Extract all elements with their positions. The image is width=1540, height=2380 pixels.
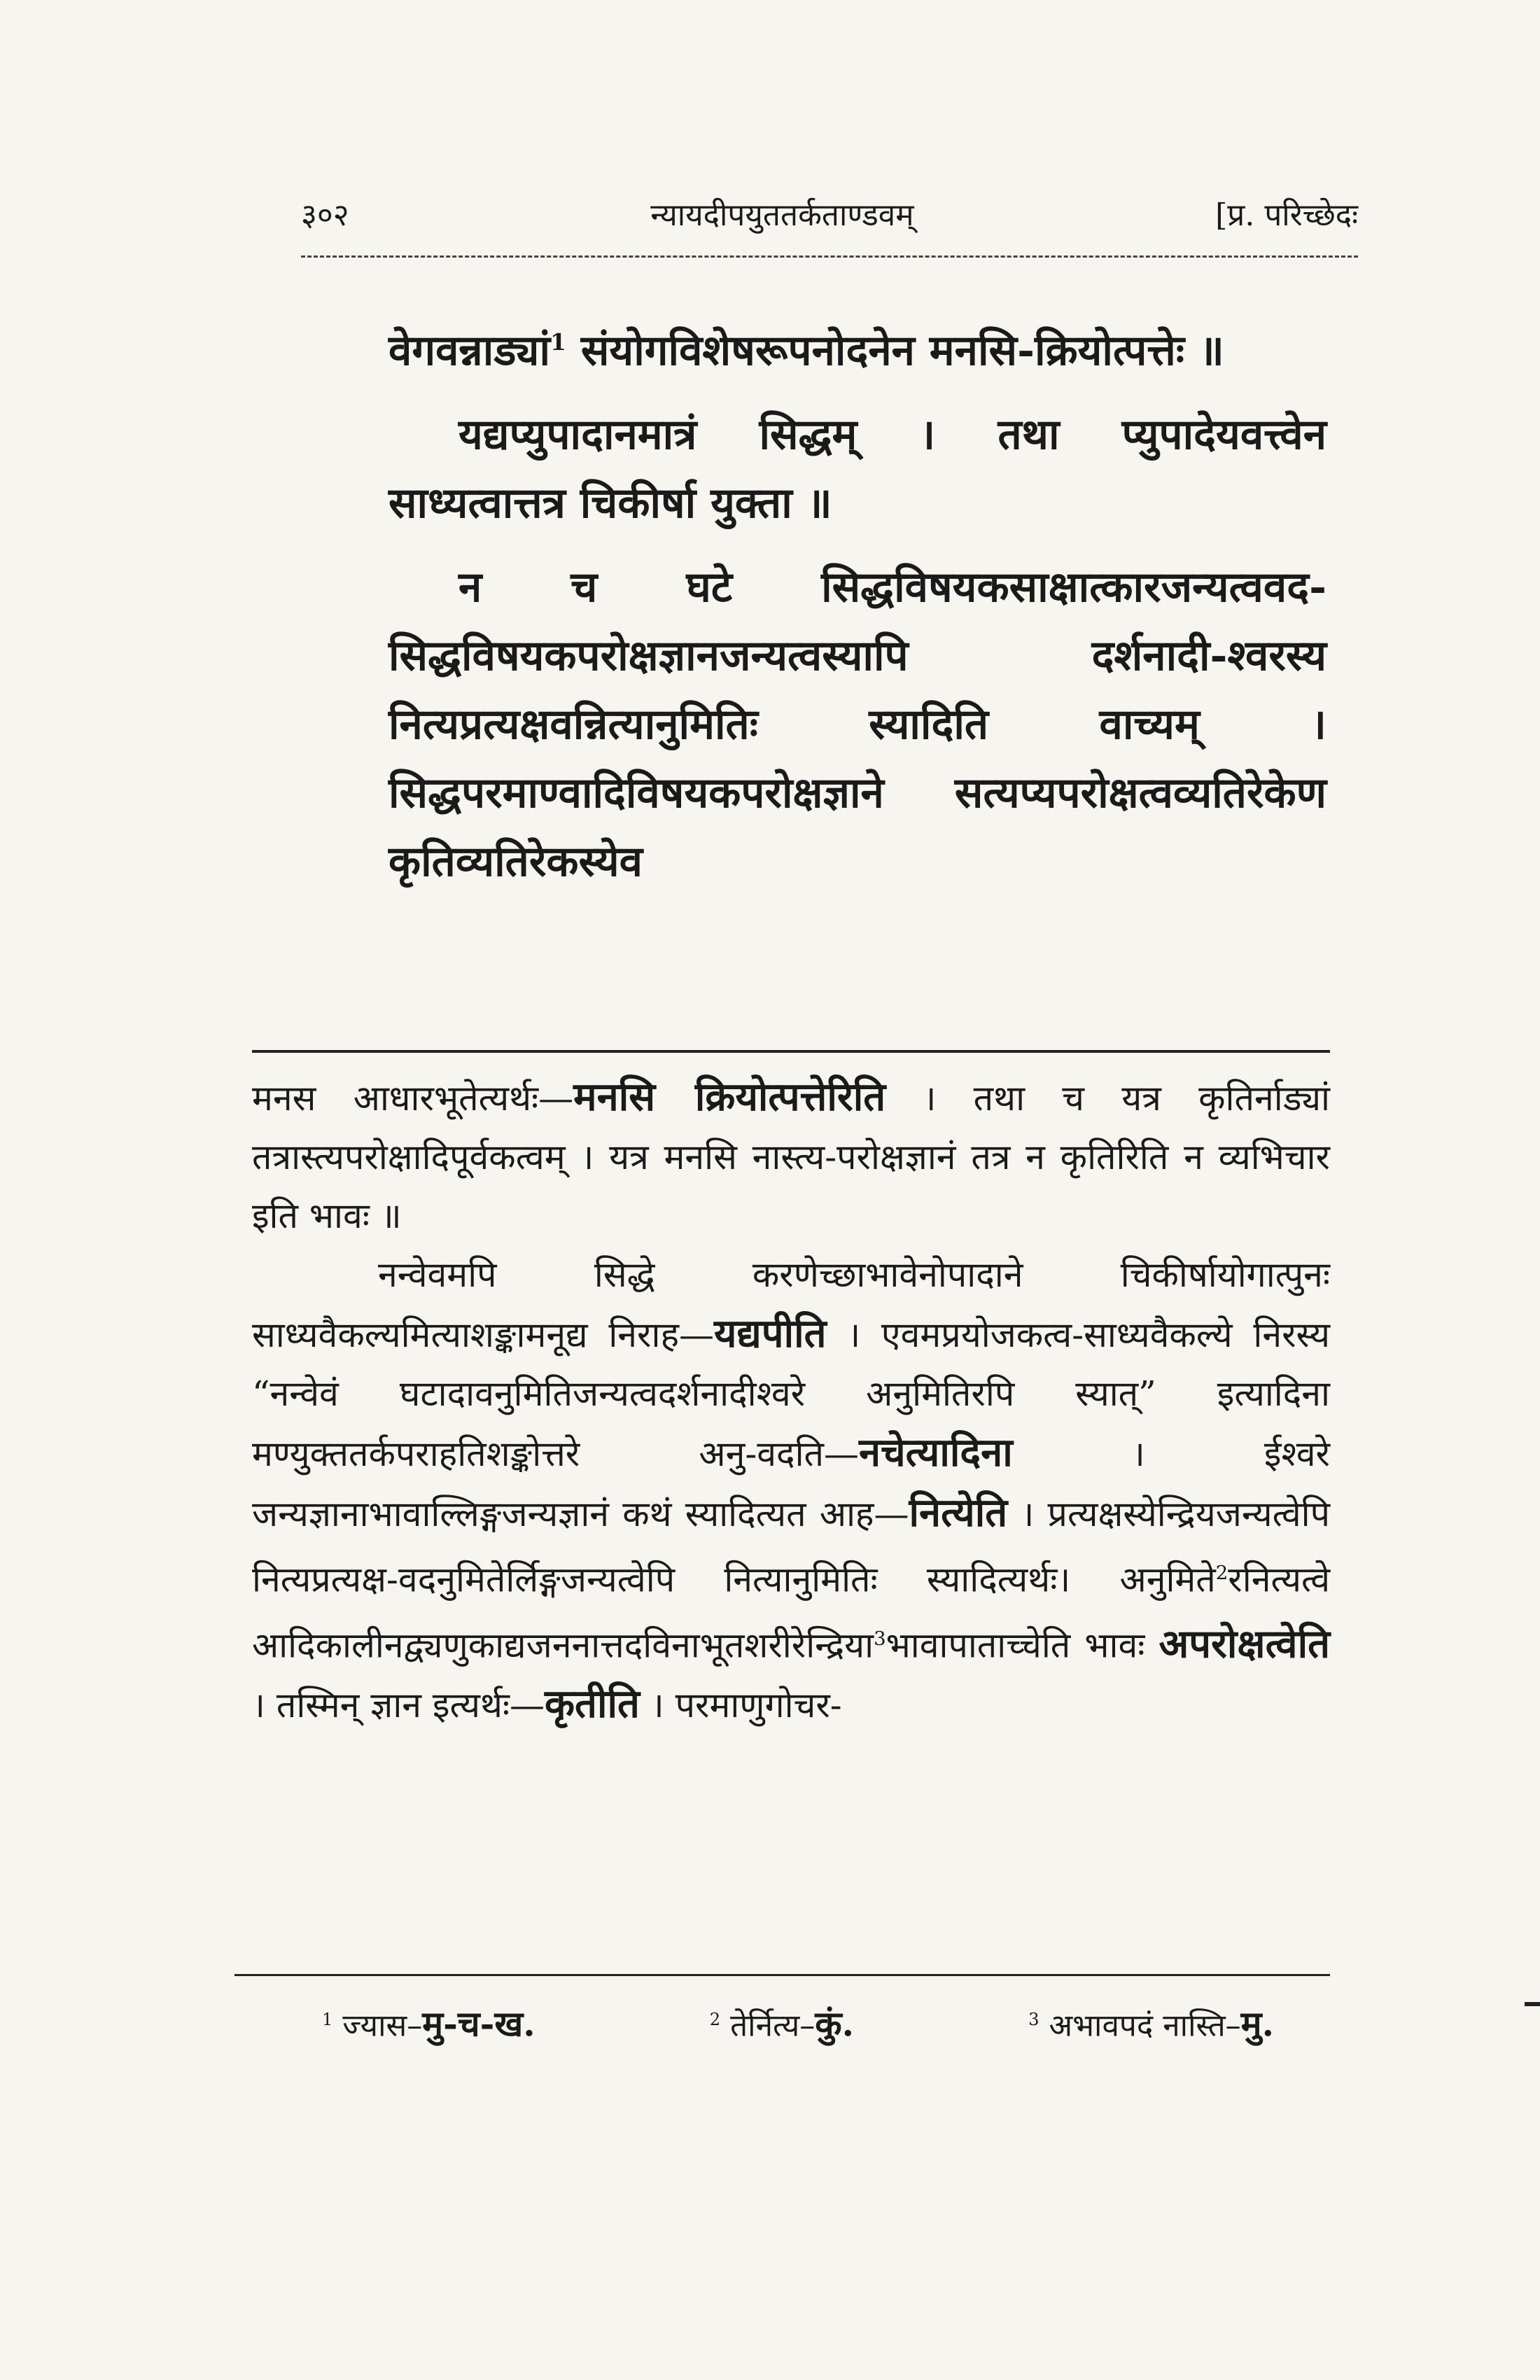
footnote-2: [710, 1991, 854, 2054]
comm-lemma: मनसि क्रियोत्पत्तेरिति: [573, 1074, 886, 1120]
comm-text: । ईश्वरे जन्यज्ञानाभावाल्लिङ्गजन्यज्ञानं कथं स्यादित्यत आह—: [252, 1434, 1330, 1534]
comm-text: भावापाताच्चेति भावः: [886, 1625, 1145, 1666]
running-title: न्यायदीपयुततर्कताण्डवम्: [650, 197, 914, 233]
comm-text: । एवमप्रयोजकत्व-साध्यवैकल्ये निरस्य “नन्वेवं घटादावनुमितिजन्यत्वदर्शनादीश्वरे अनुमितिरपि स्यात्” इत्यादिना मण्युक्ततर्कपराहतिशङ्कोत्तरे अनु-वदति—: [252, 1315, 1330, 1474]
main-paragraph-2: यद्यप्युपादानमात्रं सिद्धम् । तथा प्युपादेयवत्त्वेन साध्यत्वात्तत्र चिकीर्षा युक्ता ॥: [388, 410, 1326, 528]
footnote-ref-3: 3: [874, 1627, 886, 1650]
main-paragraph-1: [388, 308, 1326, 385]
footnote-source: मु-च-ख.: [422, 2003, 536, 2045]
commentary-separator: [252, 1050, 1330, 1053]
comm-text: । तस्मिन् ज्ञान इत्यर्थः—: [252, 1685, 545, 1726]
comm-lemma: अपरोक्षत्वेति: [1158, 1620, 1330, 1667]
footnote-source: मु.: [1240, 2003, 1274, 2045]
footnote-number: 1: [322, 2010, 333, 2029]
comm-text: । तथा च यत्र कृतिर्नाड्यां तत्रास्त्यपरोक्षादिपूर्वकत्वम् । यत्र मनसि नास्त्य-परोक्षज्ञानं तत्र न कृतिरिति न व्यभिचार इति भावः ॥: [252, 1078, 1331, 1236]
page-edge-mark: [1525, 2002, 1540, 2006]
running-header: [301, 189, 1358, 238]
footnote-ref-1: 1: [550, 328, 566, 356]
comm-lemma: नचेत्यादिना: [859, 1429, 1013, 1476]
footnote-text: ज्यास–: [342, 2008, 423, 2044]
commentary-paragraph-2: [252, 1245, 1330, 1735]
footnote-3: [1028, 1991, 1274, 2054]
comm-lemma: कृतीति: [545, 1681, 640, 1728]
footnote-text: तेर्नित्य–: [730, 2008, 816, 2044]
footnote-ref-2: 2: [1215, 1562, 1228, 1584]
main-text: [388, 308, 1326, 911]
comm-text: । परमाणुगोचर-: [650, 1685, 842, 1726]
comm-lemma: नित्येति: [909, 1490, 1008, 1536]
page-number: ३०२: [301, 197, 349, 233]
header-rule: [301, 255, 1358, 258]
comm-text: । प्रत्यक्षस्येन्द्रियजन्यत्वेपि नित्यप्रत्यक्ष-वदनुमितेर्लिङ्गजन्यत्वेपि नित्यानुमितिः स्यादित्यर्थः। अनुमिते: [252, 1494, 1330, 1600]
comm-text: मनस आधारभूतेत्यर्थः—: [252, 1078, 574, 1119]
main-paragraph-3: न च घटे सिद्धविषयकसाक्षात्कारजन्यत्ववद-सिद्धविषयकपरोक्षज्ञानजन्यत्वस्यापि दर्शनादी-श्वरस्य नित्यप्रत्यक्षवन्नित्यानुमितिः स्यादिति वाच्यम् । सिद्धपरमाण्वादिविषयकपरोक्षज्ञाने सत्यप्यपरोक्षत्वव्यतिरेकेण कृतिव्यतिरेकस्येव: [388, 563, 1326, 886]
main-p1-rest: संयोगविशेषरूपनोदनेन मनसि-क्रियोत्पत्तेः ॥: [566, 326, 1224, 375]
footnote-number: 2: [709, 2010, 721, 2029]
commentary: [252, 1068, 1330, 1735]
commentary-paragraph-1: [252, 1068, 1330, 1245]
footnote-source: कुं.: [815, 2003, 855, 2045]
footnote-number: 3: [1028, 2010, 1040, 2029]
comm-lemma: यद्यपीति: [714, 1310, 827, 1357]
footnote-rule: [234, 1974, 1330, 1976]
footnote-text: अभावपदं नास्ति–: [1049, 2008, 1241, 2044]
section-label: [प्र. परिच्छेदः: [1215, 197, 1358, 233]
main-p1-start: वेगवन्नाड्यां: [388, 326, 550, 375]
comm-text: नन्वेवमपि सिद्धे करणेच्छाभावेनोपादाने चिकीर्षायोगात्पुनः साध्यवैकल्यमित्याशङ्कामनूद्य निराह—: [252, 1254, 1330, 1355]
footnote-1: [322, 1991, 536, 2054]
comm-text: रनित्यत्वे आदिकालीनद्व्यणुकाद्यजननात्तदविनाभूतशरीरेन्द्रिया: [252, 1559, 1330, 1666]
footnotes: [322, 1991, 1274, 2054]
